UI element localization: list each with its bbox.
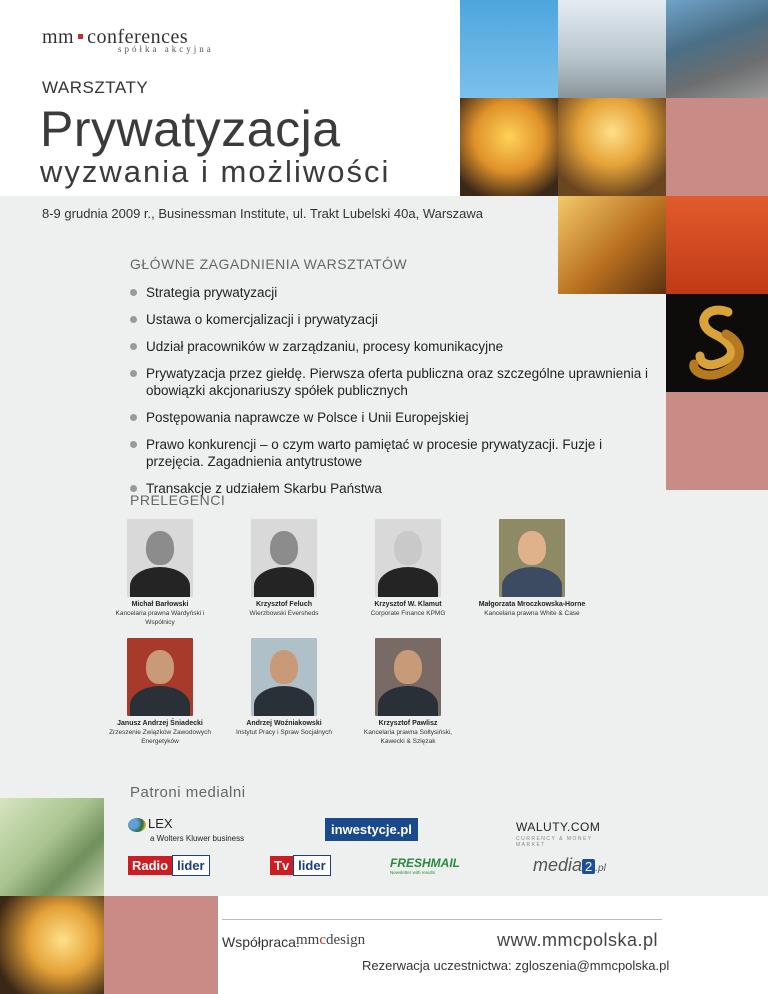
speaker-org: Wierzbowski Eversheds: [249, 610, 319, 617]
banknotes-photo: [0, 798, 104, 896]
speaker-org: Kancelaria prawna Sołtysiński, Kawecki & Szlęzak: [363, 729, 453, 745]
list-item: Strategia prywatyzacji: [130, 284, 650, 301]
freshmail-name: FRESHMAIL: [390, 856, 460, 870]
tv-lider-b: lider: [293, 855, 330, 876]
waluty-logo: [516, 820, 616, 848]
topics-heading: GŁÓWNE ZAGADNIENIA WARSZTATÓW: [130, 256, 408, 272]
divider: [222, 919, 662, 920]
sky-photo: [460, 0, 558, 98]
inwestycje-logo: inwestycje.pl: [325, 818, 418, 841]
media2-pl: .pl: [595, 863, 606, 874]
speaker-name: Andrzej Woźniakowski: [246, 720, 322, 727]
radio-lider-logo: [128, 858, 210, 873]
paragraph-symbol-photo: [666, 294, 768, 392]
freshmail-subtitle: Newsletter with results: [390, 870, 436, 875]
event-info: 8-9 grudnia 2009 r., Businessman Institute, ul. Trakt Lubelski 40a, Warszawa: [42, 206, 484, 221]
tv-lider-logo: [270, 858, 331, 873]
brand-first: mm: [42, 26, 75, 48]
speaker-photo: [251, 519, 317, 597]
reservation-email[interactable]: Rezerwacja uczestnictwa: zgloszenia@mmcpolska.pl: [362, 958, 670, 973]
patrons-heading: Patroni medialni: [130, 784, 246, 801]
speaker-card: [352, 638, 464, 746]
smoke-sunset-photo: [0, 896, 104, 994]
media2-two: 2: [582, 859, 595, 874]
list-item: Udział pracowników w zarządzaniu, procesy komunikacyjne: [130, 338, 650, 355]
media2-a: media: [533, 855, 583, 875]
website-link[interactable]: www.mmcpolska.pl: [497, 930, 659, 950]
coop-logo-a: mm: [296, 932, 320, 948]
speaker-name: Małgorzata Mroczkowska-Horne: [478, 601, 586, 608]
workshops-label: WARSZTATY: [42, 78, 149, 97]
speaker-name: Janusz Andrzej Śniadecki: [117, 720, 203, 727]
speaker-org: Kancelaria prawna White & Case: [484, 610, 580, 617]
list-item: Prawo konkurencji – o czym warto pamiętać w procesie prywatyzacji. Fuzje i przejęcia. Zagadnienia antytrustowe: [130, 436, 650, 470]
radio-lider-a: Radio: [128, 856, 172, 875]
speaker-org: Zrzeszenie Związków Zawodowych Energetyków: [109, 729, 211, 745]
coop-logo-b: design: [326, 932, 366, 948]
topics-list: [130, 284, 650, 507]
speaker-card: [476, 519, 588, 618]
speaker-photo: [375, 519, 441, 597]
speaker-card: [104, 638, 216, 746]
speaker-photo: [375, 638, 441, 716]
crane-photo: [666, 196, 768, 294]
list-item: Ustawa o komercjalizacji i prywatyzacji: [130, 311, 650, 328]
speaker-org: Corporate Finance KPMG: [370, 610, 446, 617]
speaker-photo: [251, 638, 317, 716]
brand-dot-icon: [78, 34, 83, 39]
globe-icon: [128, 818, 146, 832]
page-subtitle: wyzwania i możliwości: [40, 154, 391, 189]
speaker-card: [104, 519, 216, 627]
coop-logo-c: c: [319, 932, 327, 948]
speaker-name: Krzysztof Feluch: [255, 601, 312, 608]
speaker-org: Kancelaria prawna Wardyński i Wspólnicy: [115, 610, 205, 626]
mmc-design-logo: [296, 932, 365, 949]
page-title: Prywatyzacja: [40, 101, 341, 157]
brand-second: conferences: [87, 26, 189, 48]
brand-subtitle: spółka akcyjna: [118, 44, 214, 54]
color-tile: [104, 896, 218, 994]
waluty-name: WALUTY.COM: [516, 820, 601, 834]
speaker-name: Krzysztof Pawlisz: [378, 720, 438, 727]
factory-sunset-photo: [558, 98, 666, 196]
speaker-card: [228, 638, 340, 737]
lex-subtitle: a Wolters Kluwer business: [150, 834, 245, 843]
freshmail-logo: [390, 856, 460, 875]
color-tile: [666, 98, 768, 196]
speaker-name: Krzysztof W. Klamut: [374, 601, 442, 608]
media2-logo: [533, 855, 606, 876]
lex-logo: [128, 816, 258, 846]
radio-lider-b: lider: [172, 855, 209, 876]
gold-coins-photo: [558, 196, 666, 294]
chimney-photo: [558, 0, 666, 98]
speaker-photo: [127, 638, 193, 716]
cooperation-label: Współpraca:: [222, 934, 300, 950]
tv-lider-a: Tv: [270, 856, 293, 875]
lex-name: LEX: [148, 816, 173, 831]
railway-photo: [666, 0, 768, 98]
color-tile: [666, 392, 768, 490]
speaker-org: Instytut Pracy i Spraw Socjalnych: [235, 729, 333, 736]
speaker-photo: [127, 519, 193, 597]
speaker-photo: [499, 519, 565, 597]
list-item: Transakcje z udziałem Skarbu Państwa: [130, 480, 650, 497]
power-line-photo: [460, 98, 558, 196]
speaker-card: [228, 519, 340, 618]
list-item: Postępowania naprawcze w Polsce i Unii Europejskiej: [130, 409, 650, 426]
waluty-subtitle: CURRENCY & MONEY MARKET: [516, 836, 593, 848]
list-item: Prywatyzacja przez giełdę. Pierwsza oferta publiczna oraz szczególne uprawnienia i obowiązki akcjonariuszy spółek publicznych: [130, 365, 650, 399]
speakers-heading: PRELEGENCI: [130, 492, 226, 508]
speaker-card: [352, 519, 464, 618]
speaker-name: Michał Barłowski: [131, 601, 189, 608]
